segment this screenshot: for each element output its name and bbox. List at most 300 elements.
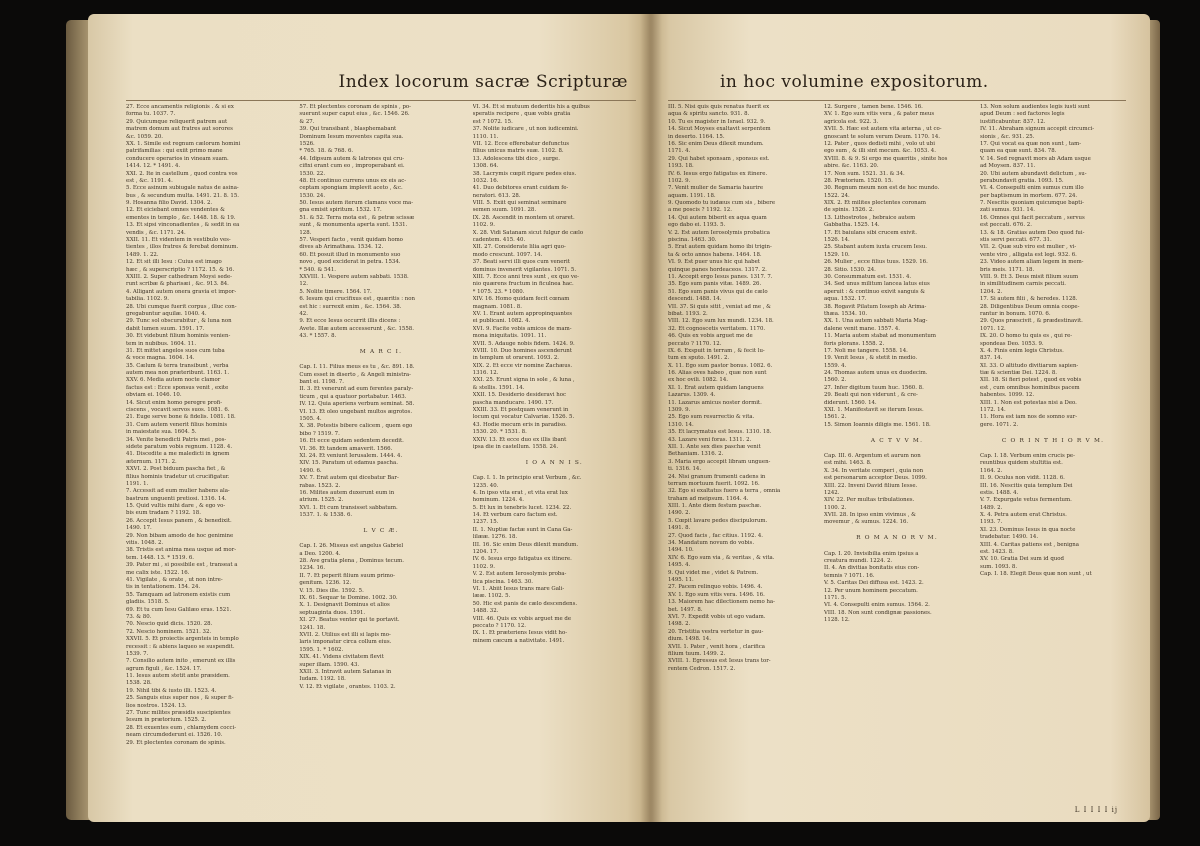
index-entry-line [980, 429, 1126, 436]
index-entry-line: XI. 27. Beatus venter qui te portavit. [299, 617, 400, 624]
index-entry-line: 50. Iesus autem iterum clamans voce ma- [299, 200, 414, 207]
index-entry-line: 27. Pacem relinquo vobis. 1496. 4. [668, 584, 763, 591]
index-entry-line: perabundavit gratia. 1093. 15. [980, 177, 1064, 184]
index-entry-line: 19. Nihil tibi & iusto illi. 1523. 4. [126, 687, 217, 694]
index-entry-line: XIX. 2. Et milites plectentes coronam [824, 200, 926, 207]
index-entry-line: V. 5. Caritas Dei diffusa est. 1423. 2. [824, 580, 924, 587]
index-entry-line: 57. Et plectentes coronam de spinis , po- [299, 104, 411, 110]
index-entry-line: 11. Maria autem stabat ad monumentum [824, 333, 937, 340]
index-entry-line: 13. & 18. Gratias autem Deo quod fui- [980, 229, 1085, 236]
index-entry-line: 1530. 24. [299, 192, 326, 199]
index-entry-line: 15. Simon Ioannis diligis me. 1561. 18. [824, 421, 931, 428]
index-entry-line: æternum. 1171. 2. [126, 458, 177, 465]
index-entry-line: per baptismum in mortem. 677. 24. [980, 192, 1078, 199]
index-entry-line: XV. 1. Erant autem appropinquantes [472, 310, 572, 317]
index-entry-line: II. 9. Oculus non vidit. 1128. 6. [980, 475, 1065, 482]
index-entry-line: 46. Quis ex vobis arguet me de [668, 333, 753, 340]
index-entry-line: autem mea non præteribunt. 1163. 1. [126, 370, 230, 377]
index-entry-line: 28. Diligentibus Deum omnia coope- [980, 303, 1080, 310]
index-entry-line: 7. Consilio autem inito , emerunt ex illis [126, 658, 236, 665]
index-entry-line: 12. Per unum hominem peccatum. [824, 587, 918, 594]
index-entry-line: 26. Mulier , ecce filius tuus. 1529. 16. [824, 259, 928, 266]
index-entry-line [824, 527, 970, 534]
index-column [473, 104, 636, 747]
index-entry-line: 32. Ego si exaltatus fuero a terra , omnia [668, 488, 781, 495]
index-entry-line: ta & octo annos habens. 1464. 18. [668, 251, 762, 258]
index-entry-line: 35. Et lacrymatus est Iesus. 1310. 18. [668, 429, 772, 436]
index-entry-line: Cap. I. 11. Filius meus es tu , &c. 891. 18. [299, 364, 415, 371]
index-entry-line: gladiis. 1518. 5. [126, 599, 170, 606]
index-entry-line: 15. Quid vultis mihi dare , & ego vo- [126, 503, 226, 510]
index-entry-line: Iesum in prætorium. 1525. 2. [126, 717, 207, 724]
index-entry-line: 1172. 14. [980, 407, 1006, 414]
index-entry-line: IV. 6. Iesus ergo fatigatus ex itinere. [668, 170, 768, 177]
index-entry-line: 9. Quomodo tu iudæus cum sis , bibere [668, 200, 776, 207]
index-entry-line: 34. Sed unus militum lancea latus eius [824, 281, 930, 288]
index-entry-line: Cap. I. 18. Verbum enim crucis pe- [980, 452, 1075, 459]
index-entry-line: 70. Nescio quid dicis. 1520. 28. [126, 621, 213, 628]
index-entry-line: quam ea quæ sunt. 834. 78. [980, 148, 1057, 155]
index-entry-line: 1102. 9. [472, 222, 495, 229]
book-section-heading: M A R C I. [359, 348, 403, 355]
book-section-heading: L V C Æ. [363, 527, 399, 534]
open-book [52, 14, 1152, 834]
index-entry-line: 1494. 10. [668, 547, 694, 554]
index-entry-line: X. 11. Ego sum pastor bonus. 1082. 6. [668, 362, 773, 369]
index-entry-line: XIV. 16. Homo quidam fecit cœnam [472, 296, 570, 303]
index-entry-line: VI. 1. Abiit Iesus trans mare Gali- [472, 586, 565, 592]
index-entry-line: bis eum tradam ? 1192. 18. [126, 510, 201, 517]
index-entry-line: iustificabuntur. 837. 12. [980, 118, 1046, 125]
index-entry-line: 41. Vigilate , & orate , ut non intre- [126, 577, 223, 583]
index-entry-line: VIII. 9. Et 3. Deus misit filium suum [980, 273, 1079, 280]
index-entry-line: VI. 34. Et si mutuum dederitis his a quibus [472, 104, 590, 110]
index-entry-line [299, 536, 462, 543]
index-entry-line: VI. 36. Et tandem amaverit. 1566. [299, 445, 393, 452]
index-entry-line: V. 2. Est autem Ierosolymis proba- [472, 571, 567, 578]
index-entry-line: 12. Pater , quos dedisti mihi , volo ut ubi [824, 140, 935, 147]
index-entry-line: Cap. I. 18. Elegit Deus quæ non sunt , ut [980, 571, 1092, 578]
index-entry-line: matrem domum aut fratres aut sorores [126, 126, 233, 133]
index-entry-line: XXIII. 33. Et postquam venerunt in [472, 407, 569, 414]
index-entry-line: 5. Et lux in tenebris lucet. 1234. 22. [472, 504, 572, 511]
index-entry-line: ego dabo ei. 1193. 5. [668, 222, 726, 229]
index-entry-line: XVI. 9. Facite vobis amicos de mam- [472, 325, 572, 332]
book-section-heading: A C T V V M. [870, 437, 924, 444]
right-page-columns [668, 104, 1126, 673]
index-entry-line: 19. Venit Iesus , & stetit in medio. [824, 355, 918, 362]
index-entry-line: 1171. 4. [668, 148, 691, 155]
index-entry-line: factus est : Ecce sponsus venit , exite [126, 384, 229, 391]
index-entry-line: XXII. 3. Intravit autem Satanas in [299, 668, 392, 675]
index-entry-line: 1490. 6. [299, 467, 322, 474]
index-entry-line: dium. 1498. 14. [668, 636, 711, 643]
index-entry-line: gnoscant te solum verum Deum. 1170. 14. [824, 133, 940, 140]
index-entry-line: XVIII. 1. Egressus est Iesus trans tor- [668, 658, 771, 665]
index-entry-line: II. 3. Et venerunt ad eum ferentes paraly- [299, 386, 414, 393]
index-entry-line: X. 1. Designavit Dominus et alios [299, 602, 390, 609]
index-entry-line: gna emisit spiritum. 1532. 17. [299, 207, 382, 214]
index-entry-line: 1522. 24. [824, 192, 850, 199]
index-entry-line: Cap. I. 26. Missus est angelus Gabriel [299, 543, 404, 550]
index-entry-line: 29. Quicumque reliquerit patrem aut [126, 118, 228, 125]
index-entry-line: tabilia. 1102. 9. [126, 296, 169, 303]
index-entry-line: 1495. 4. [668, 562, 691, 569]
index-entry-line: a Deo. 1200. 4. [299, 550, 341, 557]
index-entry-line: tiæ & scientiæ Dei. 1224. 8. [980, 370, 1057, 377]
index-entry-line: 1495. 11. [668, 577, 694, 583]
index-entry-line: 51. Ego sum panis vivus qui de cælo [668, 288, 768, 295]
index-entry-line [824, 429, 970, 436]
index-entry-line: 17. Si autem filii , & heredes. 1128. [980, 296, 1078, 303]
index-entry-line: 1529. 10. [824, 251, 850, 258]
index-entry-line: tica piscina. 1463. 30. [472, 578, 534, 585]
index-entry-line: 29. Quos præscivit , & prædestinavit. [980, 318, 1083, 325]
index-entry-line: lilææ. 1276. 18. [472, 534, 518, 541]
index-entry-line: terram mortuum fuerit. 1092. 16. [668, 480, 760, 487]
index-entry-line: 38. Tristis est anima mea usque ad mor- [126, 547, 237, 554]
index-entry-line: 16. Et ecce quidam sedentem decedit. [299, 438, 404, 445]
index-entry-line: creatura mundi. 1224. 2. [824, 558, 893, 565]
index-entry-line: 1102. 9. [668, 177, 691, 184]
index-entry-line: 1191. 1. [126, 480, 149, 487]
index-entry-line: II. 4. An divitias bonitatis eius con- [824, 565, 920, 572]
index-entry-line: 1237. 15. [472, 519, 499, 526]
index-entry-line: 6. Iesum qui crucifixus est , quæritis : non [299, 296, 415, 303]
index-entry-line: atrium. 1525. 2. [299, 497, 344, 504]
index-entry-line: 37. Nolite iudicare , ut non iudicemini. [472, 126, 579, 133]
index-entry-line: & stellis. 1591. 14. [472, 384, 525, 391]
index-entry-line: IX. 6. Exspuit in terram , & fecit lu- [668, 347, 765, 354]
index-entry-line: agrum figuli , &c. 1524. 17. [126, 665, 202, 672]
index-entry-line: VI. 13. Et oleo ungebant multos ægrotos. [299, 408, 413, 415]
index-entry-line: 73. & 80. [126, 613, 152, 620]
index-entry-line: * 1075. 23. * 1080. [472, 288, 525, 295]
index-entry-line: Avete. Illæ autem accesserunt , &c. 1558. [299, 325, 414, 332]
index-entry-line: 13. Adolescens tibi dico , surge. [472, 155, 560, 162]
index-entry-line: X. 38. Potestis bibere calicem , quem ego [299, 423, 413, 430]
index-entry-line: ei publicani. 1082. 4. [472, 318, 531, 325]
index-entry-line: aqua & spiritu sancto. 931. 8. [668, 111, 750, 118]
index-column [824, 104, 970, 673]
index-entry-line: est. 1423. 8. [980, 549, 1014, 556]
index-entry-line: est peccati. 676. 2. [980, 222, 1032, 229]
header-rule-right [668, 100, 1126, 101]
index-entry-line [824, 543, 970, 550]
index-entry-line: 1309. 9. [668, 407, 691, 414]
index-entry-line: laris imponatur circa collum eius. [299, 639, 392, 646]
index-entry-line: est , &c. 1191. 4. [126, 177, 173, 184]
index-entry-line: XXVII. 5. Et proiectis argenteis in templo [126, 636, 239, 643]
index-entry-line: 1537. 1. & 1538. 6. [299, 512, 353, 519]
index-entry-line: reuntibus quidem stultitia est. [980, 460, 1063, 467]
index-entry-line: 4. In ipso vita erat , et vita erat lux [472, 489, 568, 496]
index-entry-line: IX. 1. Et præteriens Iesus vidit ho- [472, 630, 568, 637]
index-entry-line: XIII. 7. Ecce anni tres sunt , ex quo ve- [472, 273, 579, 280]
index-entry-line: 5. Cœpit lavare pedes discipulorum. [668, 517, 768, 524]
index-entry-line: descendi. 1488. 14. [668, 296, 722, 303]
index-entry-line: II. 1. Nuptiæ factæ sunt in Cana Ga- [472, 526, 573, 533]
index-entry-line: bris meis. 1171. 18. [980, 266, 1035, 273]
index-entry-line: 1498. 2. [668, 621, 691, 628]
index-entry-line: 1193. 18. [668, 163, 694, 170]
index-entry-line: 9. Hosanna filio David. 1304. 2. [126, 200, 213, 207]
index-entry-line: lææ. 1102. 5. [472, 593, 511, 600]
index-entry-line: 25. Stabant autem iuxta crucem Iesu. [824, 244, 927, 251]
index-entry-line: 29. Qui habet sponsam , sponsus est. [668, 155, 770, 162]
index-entry-line: 24. Nisi granum frumenti cadens in [668, 473, 766, 480]
index-entry-line: speratis recipere , quæ vobis gratia [472, 111, 571, 118]
index-entry-line: stis servi peccati. 677. 31. [980, 237, 1052, 244]
index-entry-line: Lazarus. 1309. 4. [668, 392, 716, 399]
index-entry-line: 31. Et mittet angelos suos cum tuba [126, 347, 225, 354]
index-entry-line: 20. Tristitia vestra vertetur in gau- [668, 628, 764, 635]
left-page-columns [126, 104, 636, 747]
index-entry-line: movemur , & sumus. 1224. 16. [824, 519, 909, 526]
index-entry-line: 1505. 4. [299, 416, 322, 423]
index-entry-line: 1193. 7. [980, 519, 1003, 526]
index-entry-line: 9. Qui videt me , videt & Patrem. [668, 569, 759, 576]
index-entry-line: XII. 1. Ante sex dies paschæ venit [668, 443, 761, 450]
index-entry-line: 1560. 2. [824, 377, 847, 384]
index-entry-line: 1526. [299, 140, 315, 147]
index-entry-line: 1234. 16. [299, 565, 326, 572]
index-entry-line: &c. 1059. 20. [126, 133, 163, 140]
index-entry-line: XVI. 1. Et cum transisset sabbatum. [299, 504, 398, 511]
index-entry-line: neratori. 613. 28. [472, 192, 521, 199]
index-entry-line: patrifamilias : qui exiit primo mane [126, 148, 223, 155]
index-entry-line: 11. Iesus autem stetit ante præsidem. [126, 673, 230, 680]
index-entry-line: bibo ? 1519. 7. [299, 430, 340, 437]
index-entry-line: X. 28. Vidi Satanam sicut fulgur de cælo [472, 229, 584, 236]
index-entry-line: 1128. 12. [824, 617, 850, 624]
book-section-heading: I O A N N I S. [525, 459, 583, 466]
index-entry-line: foris plorans. 1558. 2. [824, 340, 885, 347]
index-entry-line: zati sumus. 931. 14. [980, 207, 1035, 214]
index-entry-line: 28. Sitio. 1530. 24. [824, 266, 876, 273]
index-entry-line: rabas. 1523. 2. [299, 482, 341, 489]
index-entry-line: bant ei. 1198. 7. [299, 379, 344, 386]
index-entry-line: 1032. 16. [472, 177, 499, 184]
index-entry-line: ex hoc ovili. 1082. 14. [668, 377, 729, 384]
index-entry-line: forma tu. 1037. 7. [126, 111, 176, 118]
index-entry-line: 38. Rogavit Pilatum Ioseph ab Arima- [824, 303, 927, 310]
index-entry-line: ciscens , vocavit servos suos. 1081. 6. [126, 407, 230, 414]
index-entry-line: VIII. 5. Exiit qui seminat seminare [472, 200, 567, 207]
index-entry-line: VIII. 12. Ego sum lux mundi. 1234. 18. [668, 318, 774, 325]
index-entry-line: magnam. 1081. 8. [472, 303, 522, 310]
index-entry-line: 3. Maria ergo accepit libram unguen- [668, 458, 771, 465]
index-entry-line: XIII. 1. Non est potestas nisi a Deo. [980, 399, 1077, 406]
index-entry-line: peccato ? 1170. 12. [472, 622, 526, 629]
index-entry-line: 1235. 40. [472, 482, 499, 489]
index-entry-line: XXVIII. 1. Vespere autem sabbati. 1538. [299, 273, 409, 280]
index-entry-line: * 540. & 541. [299, 266, 336, 273]
index-entry-line: 57. Vesperi facto , venit quidam homo [299, 237, 403, 244]
book-section-heading: C O R I N T H I O R V M. [1001, 437, 1105, 444]
index-entry-line: est hic : surrexit enim , &c. 1564. 38. [299, 303, 402, 310]
book-gutter [640, 14, 662, 822]
index-entry-line: 1171. 5. [824, 595, 847, 601]
index-entry-line: 16. Sic enim Deus dilexit mundum. [668, 140, 764, 147]
index-entry-line: nio quærens fructum in ficulnea hac. [472, 281, 574, 288]
index-entry-line: 28. Ave gratia plena , Dominus tecum. [299, 558, 404, 565]
index-entry-line: X. 34. In veritate comperi , quia non [824, 467, 924, 474]
index-entry-line: 48. Et continuo currens unus ex eis ac- [299, 177, 407, 184]
index-entry-line: in templum ut orarent. 1093. 2. [472, 355, 560, 362]
index-entry-line: IX. 61. Sequar te Domine. 1002. 30. [299, 595, 398, 601]
index-entry-line: 5. Erat autem quidam homo ibi trigin- [668, 244, 772, 251]
index-entry-line: 14. Sicut Moyses exaltavit serpentem [668, 126, 771, 133]
index-entry-line: 43. * 1557. 8. [299, 333, 337, 340]
index-entry-line: 1539. 7. [126, 650, 149, 657]
index-entry-line: Iudam. 1192. 18. [299, 676, 346, 683]
index-entry-line: XVII. 28. In ipso enim vivimus , & [824, 512, 916, 519]
index-entry-line: XXII. 11. Et videntem in vestibulo ves- [126, 237, 231, 244]
index-entry-line: est mihi. 1463. 8. [824, 460, 872, 467]
index-entry-line: runt scribæ & pharisæi , &c. 913. 84. [126, 281, 229, 288]
index-entry-line: X. 4. Finis enim legis Christus. [980, 347, 1064, 354]
index-entry-line: 1110. 11. [472, 133, 499, 140]
index-entry-line: 10. Tu es magister in Israel. 932. 9. [668, 118, 766, 125]
index-entry-line: est personarum acceptor Deus. 1099. [824, 475, 927, 482]
index-entry-line: in deserto. 1164. 15. [668, 133, 725, 140]
index-entry-line: agricola est. 922. 3. [824, 118, 879, 125]
index-entry-line: V. 14. Sed regnavit mors ab Adam usque [980, 155, 1091, 162]
index-entry-line: lios nostros. 1524. 13. [126, 702, 187, 709]
index-entry-line: II. 7. Et peperit filium suum primo- [299, 572, 395, 579]
index-entry-line: 27. Infer digitum tuum huc. 1560. 8. [824, 384, 924, 391]
index-entry-line: 12. Surgere , tamen bene. 1546. 16. [824, 104, 923, 110]
index-entry-line: XV. 1. Ego sum vitis vera. 1496. 16. [668, 591, 765, 598]
index-entry-line: dabit lumen suum. 1591. 17. [126, 325, 205, 332]
index-entry-line: mona iniquitatis. 1091. 11. [472, 333, 547, 340]
index-entry-line: 27. Ecce ancamentis religionis . & si ex [126, 104, 234, 110]
index-entry-line [473, 468, 636, 475]
index-entry-line: pascha manducare. 1490. 17. [472, 399, 554, 406]
index-entry-line: 1241. 18. [299, 624, 326, 631]
right-page-header: in hoc volumine expositorum. [720, 72, 989, 92]
index-entry-line: ego sum , & illi sint mecum. &c. 1053. 4. [824, 148, 936, 155]
index-entry-line: 1488. 32. [472, 608, 499, 615]
index-entry-line: 43. Hodie mecum eris in paradiso. [472, 421, 567, 428]
index-entry-line: XXI. 1. Manifestavit se iterum Iesus. [824, 407, 924, 414]
index-entry-line: 17. Qui vocat ea quæ non sunt , tam- [980, 140, 1082, 147]
index-entry-line: spondeas Deo. 1053. 9. [980, 340, 1044, 347]
index-entry-line: ementes in templo , &c. 1448. 18. & 19. [126, 214, 236, 221]
index-entry-line: rentem Cedron. 1517. 2. [668, 665, 736, 672]
index-entry-line: 23. Video autem aliam legem in mem- [980, 259, 1084, 266]
index-entry-line: 1204. 17. [472, 549, 499, 556]
index-entry-line: peccato ? 1170. 12. [668, 340, 722, 347]
index-entry-line: 30. Consummatum est. 1531. 4. [824, 273, 912, 280]
index-entry-line: 28. Et exuentes eum , chlamydem cocci- [126, 724, 237, 731]
index-entry-line: sum. 1093. 8. [980, 563, 1018, 570]
index-entry-line: 13. Non solum audientes legis iusti sunt [980, 104, 1090, 110]
index-entry-line: XIX. 41. Videns civitatem flevit [299, 654, 384, 661]
index-entry-line: Dominum Iesum moventes capita sua. [299, 133, 404, 140]
left-page [88, 14, 650, 822]
index-entry-line: aquam. 1191. 18. [668, 192, 716, 199]
index-entry-line: 1242. [824, 489, 840, 496]
index-entry-line: & 27. [299, 118, 315, 125]
index-entry-line: 14. Sicut enim homo peregre profi- [126, 399, 223, 406]
index-entry-line: tem. 1448. 13. * 1519. 6. [126, 554, 195, 561]
index-entry-line [824, 446, 970, 453]
index-column [980, 104, 1126, 673]
header-rule-left [126, 100, 636, 101]
index-entry-line: vente viro , alligata est legi. 932. 6. [980, 251, 1077, 258]
index-entry-line: 1164. 2. [980, 467, 1003, 474]
index-entry-line: 13. Lithostrotos , hebraice autem [824, 214, 916, 221]
index-entry-line: 55. Tamquam ad latronem existis cum [126, 591, 231, 598]
index-entry-line: 25. Ego sum resurrectio & vita. [668, 414, 755, 421]
index-entry-line: XIX. 2. Et ecce vir nomine Zachæus. [472, 362, 573, 369]
index-entry-line: 7. Venit mulier de Samaria haurire [668, 185, 764, 192]
index-entry-line: tum ex sputo. 1491. 2. [668, 355, 730, 362]
index-entry-line: in similitudinem carnis peccati. [980, 281, 1066, 288]
index-entry-line: sionis , &c. 931. 25. [980, 133, 1035, 140]
index-entry-line: 28. Ubi cumque fuerit corpus , illuc con- [126, 303, 237, 310]
index-entry-line: semen suum. 1091. 28. [472, 207, 537, 214]
index-entry-line: 29. Et plectentes coronam de spinis. [126, 739, 226, 746]
index-entry-line: 51. & 52. Terra mota est , & petræ scissæ [299, 214, 415, 221]
index-entry-line: 60. Et posuit illud in monumento suo [299, 251, 401, 258]
index-entry-line: VI. 4. Consepulti enim sumus cum illo [980, 185, 1084, 192]
index-entry-line: 11. Lazarus amicus noster dormit. [668, 399, 762, 406]
index-entry-line: IV. 11. Abraham signum accepit circumci- [980, 126, 1095, 133]
index-entry-line [299, 357, 462, 364]
index-entry-line: Gabbatha. 1525. 14. [824, 222, 880, 229]
index-entry-line: 30. Et videbunt filium hominis venien- [126, 333, 231, 340]
index-entry-line [299, 519, 462, 526]
index-entry-line: 41. Duo debitores erant cuidam fe- [472, 185, 569, 192]
index-entry-line: 12. Et eiciebant omnes vendentes & [126, 207, 225, 214]
index-entry-line: 41. Discedite a me maledicti in ignem [126, 451, 230, 458]
index-entry-line: 1559. 4. [824, 362, 847, 369]
index-entry-line: 11. Accepit ergo Iesus panes. 1317. 7. [668, 273, 773, 280]
index-entry-line: 1316. 12. [472, 370, 499, 377]
index-entry-line: XII. 18. Si fieri potest , quod ex vobis [980, 377, 1082, 384]
index-entry-line: ti. 1316. 14. [668, 466, 702, 473]
index-entry-line: in maiestate sua. 1604. 5. [126, 429, 197, 436]
left-page-header: Index locorum sacræ Scripturæ [338, 72, 628, 92]
index-entry-line: tientes , illos fratres & ferebat dominum. [126, 244, 239, 251]
index-entry-line: 1526. 14. [824, 237, 850, 244]
index-entry-line: XIII. 1. Ante diem festum paschæ. [668, 503, 762, 510]
index-entry-line: V. 12. Et vigilate , orantes. 1103. 2. [299, 683, 396, 690]
index-entry-line: & voce magna. 1604. 14. [126, 355, 195, 362]
index-entry-line: XIV. 22. Per multas tribulationes. [824, 497, 915, 504]
index-entry-line: locum qui vocatur Calvariæ. 1526. 5. [472, 414, 575, 421]
index-entry-line: 69. Et tu cum Iesu Galilæo eras. 1521. [126, 606, 232, 613]
index-entry-line: XVII. 5. Hæc est autem vita æterna , ut co- [824, 126, 942, 133]
index-entry-line: aqua. 1532. 17. [824, 296, 867, 303]
index-entry-line: 5. Nolite timere. 1564. 17. [299, 288, 372, 295]
index-entry-line: 1561. 2. [824, 414, 847, 421]
index-entry-line: 1204. 2. [980, 288, 1003, 295]
index-entry-line: quinque panes hordeaceos. 1317. 2. [668, 266, 767, 273]
index-entry-line: 29. Tunc sol obscurabitur , & luna non [126, 318, 232, 325]
index-entry-line: 5. Ecce asinum subiugale natus de asina- [126, 185, 239, 192]
index-entry-line: diderunt. 1560. 14. [824, 399, 877, 406]
index-entry-line: modo crescunt. 1097. 14. [472, 251, 543, 258]
index-column [668, 104, 814, 673]
index-entry-line: 1414. 12. * 1491. 4. [126, 163, 181, 170]
index-entry-line: XV. 10. Gratia Dei sum id quod [980, 556, 1064, 563]
index-entry-line [473, 451, 636, 458]
index-entry-line: XVI. 7. Expedit vobis ut ego vadam. [668, 613, 766, 620]
